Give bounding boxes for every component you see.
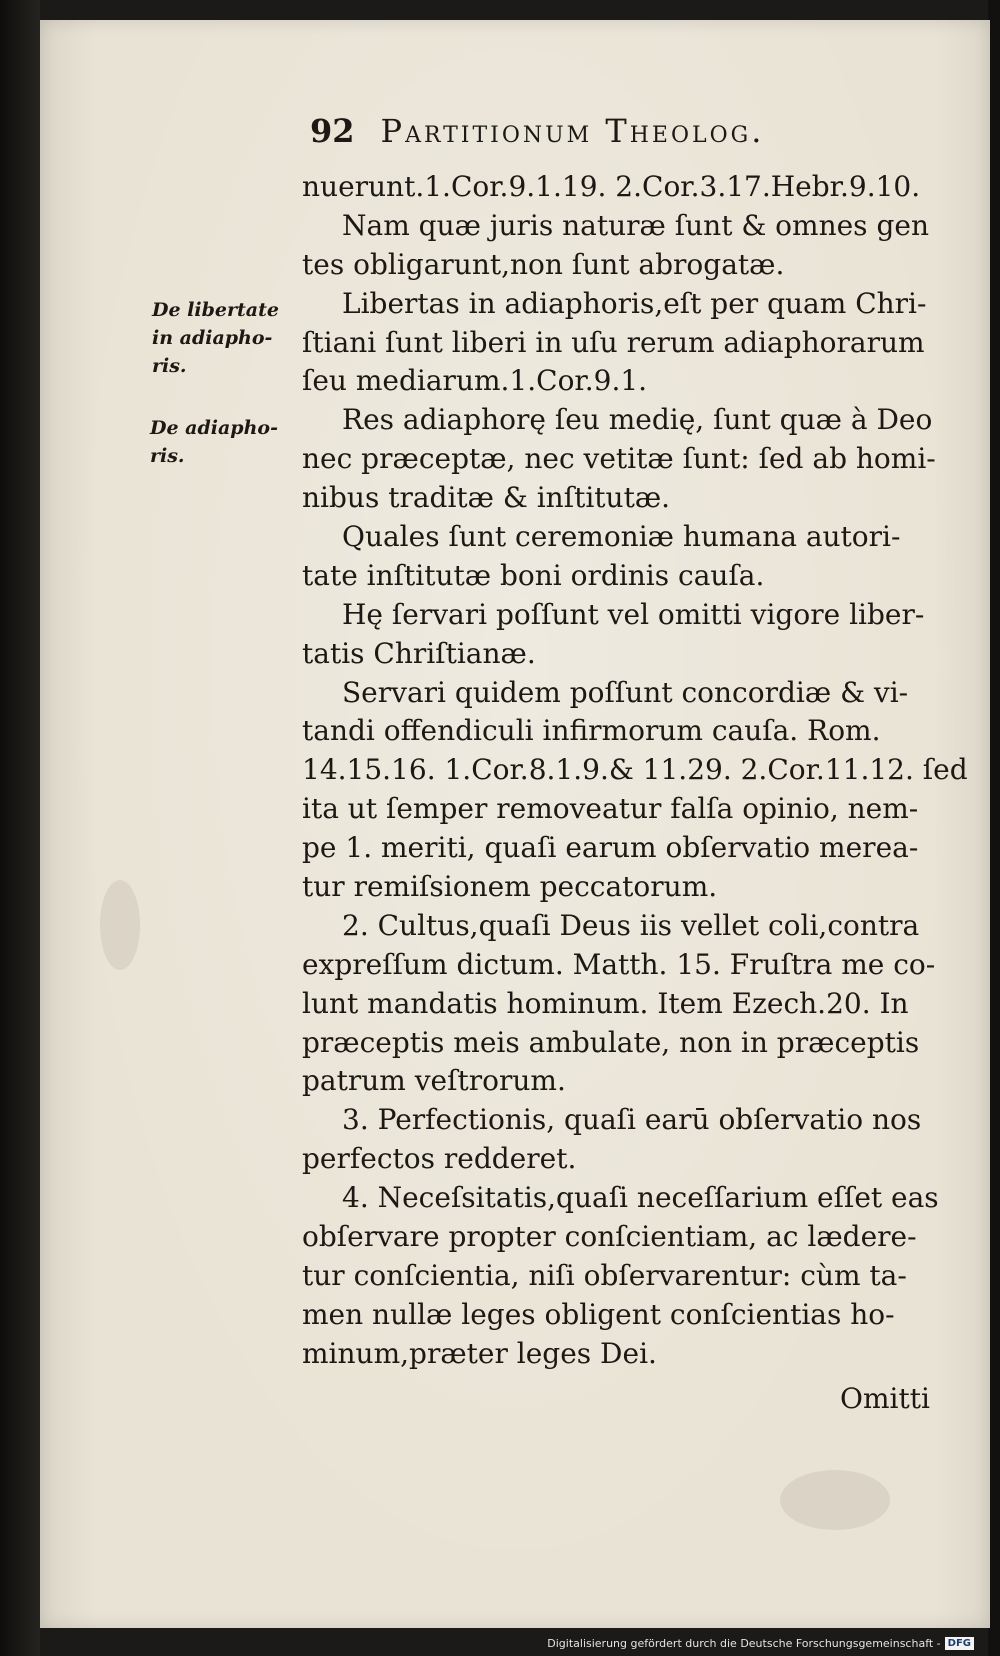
marginal-note-line: De adiapho- (150, 417, 278, 439)
text-line: 14.15.16. 1.Cor.8.1.9.& 11.29. 2.Cor.11.12. ſed (302, 753, 968, 787)
paper-stain (100, 880, 140, 970)
text-line: Hę ſervari poſſunt vel omitti vigore liber- (342, 597, 925, 631)
marginal-note-libertate (152, 296, 279, 380)
text-line: nibus traditæ & inſtitutæ. (302, 481, 671, 515)
digitization-credit (547, 1637, 974, 1650)
text-line: expreſſum dictum. Matth. 15. Fruſtra me co- (302, 947, 936, 981)
text-line: tatis Chriſtianæ. (302, 636, 536, 670)
text-line: Libertas in adiaphoris,eſt per quam Chri- (342, 286, 927, 320)
dfg-logo: DFG (945, 1637, 974, 1650)
text-line: perfectos redderet. (302, 1142, 577, 1176)
text-line: tur conſcientia, niſi obſervarentur: cùm ta- (302, 1258, 907, 1292)
text-line: 3. Perfectionis, quaſi earū obſervatio nos (342, 1103, 922, 1137)
text-line: minum,præter leges Dei. (302, 1336, 657, 1370)
text-line: lunt mandatis hominum. Item Ezech.20. In (302, 986, 909, 1020)
paper-stain (780, 1470, 890, 1530)
text-line: tate inſtitutæ boni ordinis cauſa. (302, 558, 765, 592)
credit-text: Digitalisierung gefördert durch die Deutsche Forschungsgemeinschaft - (547, 1637, 941, 1650)
body-text (302, 168, 968, 1374)
text-line: nuerunt.1.Cor.9.1.19. 2.Cor.3.17.Hebr.9.10. (302, 170, 921, 203)
catchword: Omitti (840, 1382, 930, 1415)
text-line: pe 1. meriti, quaſi earum obſervatio merea- (302, 831, 919, 865)
text-line: tur remiſsionem peccatorum. (302, 870, 718, 904)
text-line: præceptis meis ambulate, non in præceptis (302, 1025, 920, 1059)
text-line: ſtiani ſunt liberi in uſu rerum adiaphorarum (302, 325, 925, 359)
page-number: 92 (310, 112, 355, 150)
text-line: ita ut ſemper removeatur falſa opinio, nem- (302, 792, 919, 826)
running-title: Partitionum Theolog. (380, 112, 765, 150)
text-line: nec præceptæ, nec vetitæ ſunt: ſed ab homi- (302, 442, 936, 476)
text-line: 2. Cultus,quaſi Deus iis vellet coli,contra (342, 908, 920, 942)
running-head (310, 112, 910, 150)
marginal-note-line: ris. (150, 445, 185, 467)
text-line: obſervare propter conſcientiam, ac lædere- (302, 1220, 917, 1254)
text-line: Quales ſunt ceremoniæ humana autori- (342, 520, 901, 554)
text-line: 4. Neceſsitatis,quaſi neceſſarium eſſet eas (342, 1181, 939, 1215)
text-line: ſeu mediarum.1.Cor.9.1. (302, 364, 648, 398)
text-line: tes obligarunt,non ſunt abrogatæ. (302, 247, 785, 281)
marginal-note-line: ris. (152, 355, 187, 377)
text-line: Res adiaphorę ſeu medię, ſunt quæ à Deo (342, 403, 933, 437)
text-line: men nullæ leges obligent conſcientias ho- (302, 1297, 895, 1331)
text-line: Nam quæ juris naturæ ſunt & omnes gen (342, 208, 929, 242)
book-spine-shadow (0, 0, 40, 1656)
text-line: patrum veſtrorum. (302, 1064, 566, 1098)
marginal-note-line: in adiapho- (152, 327, 273, 349)
text-line: tandi offendiculi infirmorum cauſa. Rom. (302, 714, 881, 748)
text-line: Servari quidem poſſunt concordiæ & vi- (342, 675, 909, 709)
marginal-note-adiaphoris (150, 414, 278, 470)
marginal-note-line: De libertate (152, 299, 279, 321)
